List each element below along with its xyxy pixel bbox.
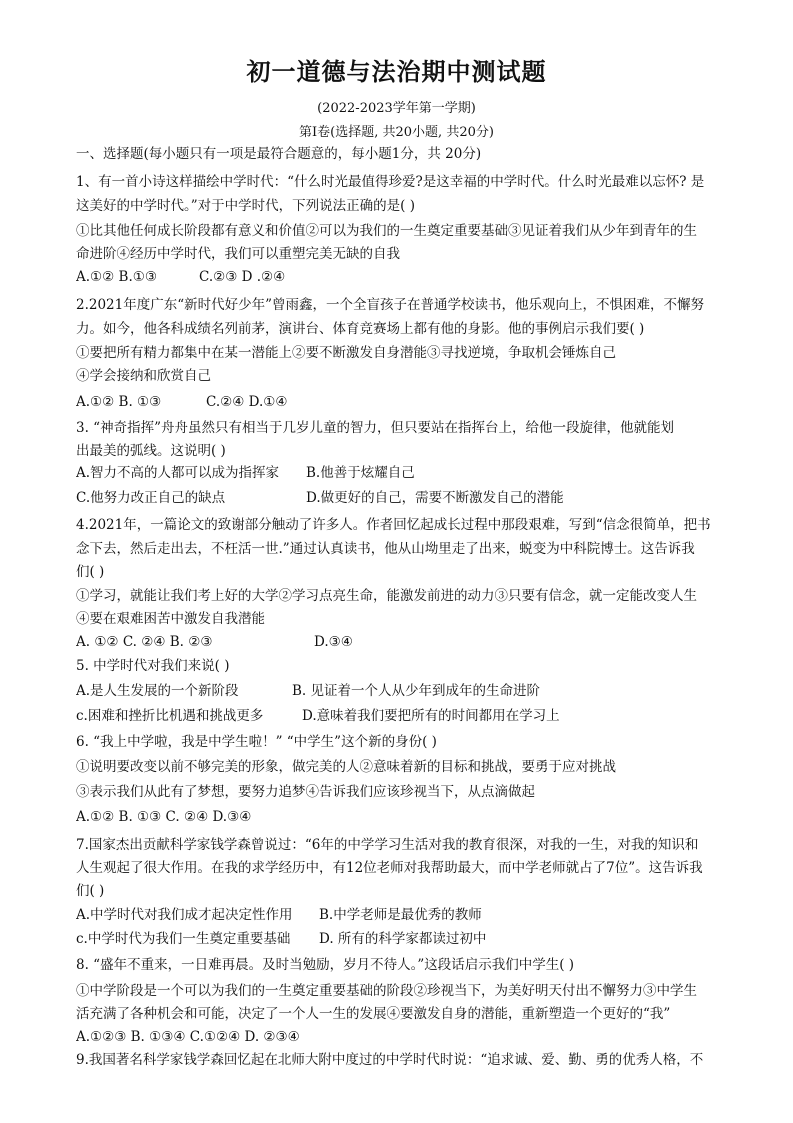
question-line: ④学会接纳和欣赏自己 — [76, 368, 211, 384]
option: A.①② B. ①③ — [76, 394, 162, 410]
question-line: 命进阶④经历中学时代，我们可以重塑完美无缺的自我 — [76, 246, 400, 262]
question-line: 出最美的弧线。这说明( ) — [76, 443, 226, 459]
option: B.他善于炫耀自己 — [306, 465, 415, 481]
question-line: ①比其他任何成长阶段都有意义和价值②可以为我们的一生奠定重要基础③见证着我们从少年到青年的生 — [76, 223, 697, 239]
answer-options — [76, 681, 741, 701]
question-line: 们( ) — [76, 564, 105, 580]
question-line: 6. “我上中学啦，我是中学生啦！” “中学生”这个新的身份( ) — [76, 734, 437, 750]
question-line: ④要在艰难困苦中激发自我潜能 — [76, 611, 265, 627]
term-label: (2022-2023学年第一学期) — [317, 101, 476, 116]
question-line: 力。如今，他各科成绩名列前茅，演讲台、体育竞赛场上都有他的身影。他的事例启示我们要( ) — [76, 321, 645, 337]
question-line: ①中学阶段是一个可以为我们的一生奠定重要基础的阶段②珍视当下，为美好明天付出不懈努力③中学生 — [76, 983, 697, 999]
option: A. ①② C. ②④ B. ②③ — [76, 634, 213, 650]
answer-options — [76, 929, 741, 949]
question-line: 7.国家杰出贡献科学家钱学森曾说过：“6年的中学学习生活对我的教育很深，对我的一生，对我的知识和 — [76, 837, 699, 853]
option: A.①② B. ①③ C. ②④ D.③④ — [76, 809, 252, 825]
option: c.困难和挫折比机遇和挑战更多 — [76, 708, 264, 724]
question-line: ①要把所有精力都集中在某一潜能上②要不断激发自身潜能③寻找逆境，争取机会锤炼自己 — [76, 345, 616, 361]
question-line: 们( ) — [76, 883, 105, 899]
option: A.中学时代对我们成才起决定性作用 — [76, 907, 293, 923]
question-line: ①说明要改变以前不够完美的形象，做完美的人②意味着新的目标和挑战，要勇于应对挑战 — [76, 759, 616, 775]
option: A.是人生发展的一个新阶段 — [76, 683, 239, 699]
option: B. 见证着一个人从少年到成年的生命进阶 — [292, 683, 541, 699]
option: D.③④ — [314, 634, 353, 650]
answer-options — [76, 632, 741, 652]
answer-options — [76, 905, 741, 925]
option: D.意味着我们要把所有的时间都用在学习上 — [302, 708, 560, 724]
answer-options — [76, 267, 741, 287]
exam-title: 初一道德与法治期中测试题 — [246, 58, 547, 86]
question-line: 8. “盛年不重来，一日难再晨。及时当勉励，岁月不待人。”这段话启示我们中学生( ) — [76, 957, 575, 973]
answer-options — [76, 1027, 741, 1047]
option: A.①②③ B. ①③④ C.①②④ D. ②③④ — [76, 1029, 300, 1045]
answer-options — [76, 807, 741, 827]
question-line: 3. “神奇指挥”舟舟虽然只有相当于几岁儿童的智力，但只要站在指挥台上，给他一段旋律，他就能划 — [76, 420, 674, 436]
answer-options — [76, 463, 741, 483]
answer-options — [76, 392, 741, 412]
question-line: 4.2021年，一篇论文的致谢部分触动了许多人。作者回忆起成长过程中那段艰难，写到“信念很简单，把书 — [76, 517, 711, 533]
question-line: 活充满了各种机会和可能，决定了一个人一生的发展④要激发自身的潜能，重新塑造一个更好的“我” — [76, 1006, 671, 1022]
option: c.中学时代为我们一生奠定重要基础 — [76, 931, 291, 947]
question-line: 这美好的中学时代。”对于中学时代，下列说法正确的是( ) — [76, 198, 415, 214]
answer-options — [76, 706, 741, 726]
volume-label: 第Ⅰ卷(选择题, 共20小题, 共20分) — [299, 125, 494, 140]
question-line: 5. 中学时代对我们来说( ) — [76, 658, 230, 674]
option: A.智力不高的人都可以成为指挥家 — [76, 465, 280, 481]
question-line: 1、有一首小诗这样描绘中学时代：“什么时光最值得珍爱?是这幸福的中学时代。什么时光最难以忘怀? 是 — [76, 174, 705, 190]
option: C.他努力改正自己的缺点 — [76, 490, 226, 506]
question-line: ③表示我们从此有了梦想，要努力追梦④告诉我们应该珍视当下，从点滴做起 — [76, 784, 535, 800]
option: B.中学老师是最优秀的教师 — [319, 907, 482, 923]
option: D. 所有的科学家都读过初中 — [319, 931, 487, 947]
option: C.②③ D .②④ — [199, 269, 286, 285]
question-line: ①学习，就能让我们考上好的大学②学习点亮生命，能激发前进的动力③只要有信念，就一定能改变人生 — [76, 588, 697, 604]
question-line: 念下去，然后走出去，不枉活一世.”通过认真读书，他从山坳里走了出来，蜕变为中科院博士。这告诉我 — [76, 541, 695, 557]
option: A.①② B.①③ — [76, 269, 157, 285]
answer-options — [76, 488, 741, 508]
option: C.②④ D.①④ — [206, 394, 288, 410]
question-line: 人生观起了很大作用。在我的求学经历中，有12位老师对我帮助最大，而中学老师就占了7位”。这告诉我 — [76, 860, 703, 876]
question-line: 9.我国著名科学家钱学森回忆起在北师大附中度过的中学时代时说：“追求诚、爱、勤、勇的优秀人格，不 — [76, 1052, 704, 1068]
section-heading: 一、选择题(每小题只有一项是最符合题意的，每小题1分，共 20分) — [76, 146, 482, 162]
option: D.做更好的自己，需要不断激发自己的潜能 — [306, 490, 564, 506]
question-line: 2.2021年度广东“新时代好少年”曾雨鑫，一个全盲孩子在普通学校读书，他乐观向上，不惧困难，不懈努 — [76, 297, 705, 313]
